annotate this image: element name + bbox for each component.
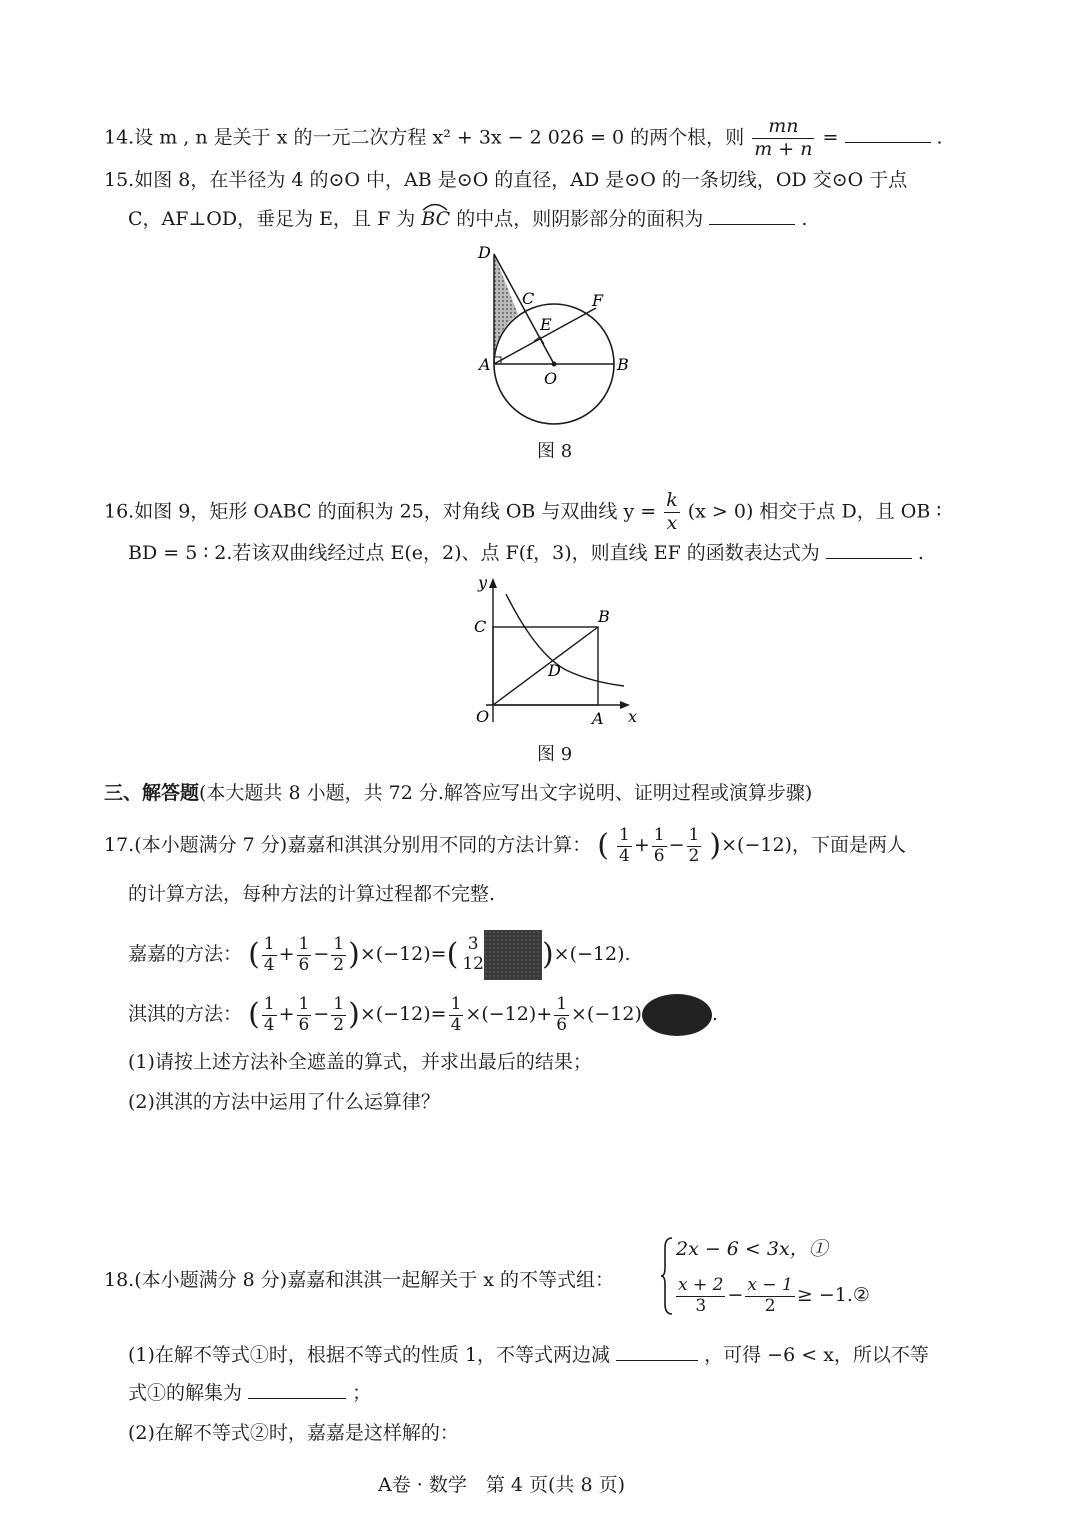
q16-line1 [104,490,941,535]
q18-sub1 [128,1346,929,1365]
section3-desc: (本大题共 8 小题，共 72 分.解答应写出文字说明、证明过程或演算步骤) [199,782,813,804]
minus: − [313,943,330,965]
den: 4 [263,954,275,975]
frac-1-4 [262,935,277,975]
q16-answer-blank[interactable] [826,558,912,559]
den: 6 [298,954,310,975]
q18-sub1d: ； [352,1382,372,1404]
q18-ineq2 [674,1276,870,1316]
den: 3 [695,1295,707,1316]
num: 1 [619,825,630,845]
den: 2 [764,1295,776,1316]
label-e: E [540,315,552,334]
ineq2-tail: ≥ −1.② [796,1284,870,1307]
label-b: B [598,607,610,626]
plus: + [633,834,650,857]
label-d: D [548,661,561,680]
frac-1-6 [652,826,667,866]
den: 2 [688,845,700,866]
q16-frac-num: k [666,489,678,511]
paren-close: ) [348,997,360,1032]
times: ×(−12) [359,943,431,965]
den: 2 [333,1014,345,1035]
q18-sub1b: ，可得 −6 < x，所以不等 [704,1344,929,1366]
q17-line2: 的计算方法，每种方法的计算过程都不完整. [128,883,496,905]
label-y: y [478,574,488,592]
frac-3-12 [460,935,486,974]
page-footer: A卷 · 数学 第 4 页(共 8 页) [378,1474,626,1496]
paren-close: ) [541,937,554,972]
q14-equals: = [822,126,839,149]
frac-1-2 [687,826,702,866]
plus: + [278,943,295,965]
q14-fraction [752,116,814,161]
section3-title: 三、解答题 [104,782,200,804]
q14-answer-blank[interactable] [845,142,931,143]
times: ×(−12) [359,1003,431,1025]
q15-line2 [128,210,807,229]
label-a: A [592,709,604,728]
q18-ineq1: 2x − 6 < 3x，① [676,1238,828,1260]
frac-1-4 [449,995,464,1035]
den: 4 [619,845,630,866]
covered-expression-ellipse [642,994,712,1036]
num: x + 2 [678,1275,724,1295]
frac-1-4 [262,995,277,1035]
q15-line1: 15.如图 8，在半径为 4 的⊙O 中，AB 是⊙O 的直径，AD 是⊙O 的一条切线，OD 交⊙O 于点 [104,169,908,191]
num: 1 [333,993,345,1014]
plus: + [278,1003,295,1025]
q15-arc-label: BC [421,208,451,230]
q17-qiqi: 淇淇的方法： ( $\frac{1}{4}$ + $\frac{1}{6}$ − $\frac{1}{2}$ )×(−12)= $\frac{1}{4}$ ×(−12)+ $\frac{1}{6}$ ×(−12) . [128,993,718,1035]
q17-intro-tail: ，下面是两人 [791,834,906,857]
jiajia-label: 嘉嘉的方法： [128,943,243,965]
section3-header [104,784,812,803]
num: x − 1 [747,1275,793,1295]
q16-line1a: 16.如图 9，矩形 OABC 的面积为 25，对角线 OB 与双曲线 y = [104,500,657,523]
qiqi-label: 淇淇的方法： [128,1003,243,1025]
label-o: O [476,707,490,726]
times: ×(−12) [571,1003,642,1025]
frac-1-4 [617,826,632,866]
covered-expression-rect [484,930,542,980]
figure-9 [466,574,646,734]
num: 1 [556,993,568,1014]
paren-open: ( [446,937,459,972]
minus: − [313,1003,330,1025]
q15-end: . [801,208,808,230]
label-x: x [628,707,638,726]
den: 4 [450,1014,462,1035]
den: 2 [333,954,345,975]
q15-answer-blank[interactable] [709,224,795,225]
q16-line2-text: BD = 5 ∶ 2.若该双曲线经过点 E(e，2)、点 F(f，3)，则直线 EF 的函数表达式为 [128,542,820,564]
num: 1 [263,993,275,1014]
frac-1-6 [554,995,569,1035]
label-d: D [478,243,491,262]
ineq2-frac1 [676,1276,725,1316]
figure-9-caption: 图 9 [537,744,573,765]
q14-line [104,116,943,161]
q15-line2a: C，AF⊥OD，垂足为 E，且 F 为 [128,208,416,230]
q17-sub2: (2)淇淇的方法中运用了什么运算律？ [128,1091,440,1113]
q17-line1 [104,826,906,866]
q18-intro: 18.(本小题满分 8 分)嘉嘉和淇淇一起解关于 x 的不等式组： [104,1269,615,1291]
q15-arc [421,210,450,229]
q16-frac-den: x [666,511,678,534]
num: 3 [467,934,479,955]
q18-sub1-cont [128,1384,371,1403]
num: 1 [333,933,345,954]
num: 1 [263,933,275,954]
den: 4 [263,1014,275,1035]
label-c: C [474,617,487,636]
diagonal-ob [493,627,598,705]
num: 1 [653,825,665,845]
q17-times: ×(−12) [721,834,792,857]
shaded-region [494,254,518,364]
label-a: A [479,355,491,374]
q14-frac-num: mn [752,116,814,139]
equals: = [430,1003,447,1025]
q17-jiajia: 嘉嘉的方法： ( $\frac{1}{4}$ + $\frac{1}{6}$ − $\frac{1}{2}$ )×(−12)=( 3 12 )×(−12). [128,930,631,980]
minus: − [668,834,685,857]
ineq2-frac2 [745,1276,794,1316]
arc-symbol [421,201,449,211]
axis-y-arrow [489,578,497,588]
q14-frac-den: m + n [754,137,813,160]
times: ×(−12) [465,1003,537,1025]
paren-open: ( [248,997,260,1032]
paren-close: ) [348,937,360,972]
q14-end: . [936,126,943,149]
paren-open: ( [597,828,609,864]
num: 1 [688,825,700,845]
times: ×(−12) [553,943,625,965]
num: 1 [298,993,310,1014]
frac-1-2 [331,995,346,1035]
den: 6 [298,1014,310,1035]
den: 6 [653,845,665,866]
q18-blank1[interactable] [616,1360,698,1361]
equals: = [430,943,447,965]
q18-sub1c: 式①的解集为 [128,1382,243,1404]
q15-line2b: 的中点，则阴影部分的面积为 [456,208,704,230]
frac-1-6 [297,935,312,975]
paren-open: ( [248,937,260,972]
den: 6 [556,1014,568,1035]
num: 1 [450,993,462,1014]
frac-1-6 [297,995,312,1035]
plus: + [536,1003,553,1025]
frac-1-2 [331,935,346,975]
brace [660,1236,674,1316]
q17-intro: 17.(本小题满分 7 分)嘉嘉和淇淇分别用不同的方法计算： [104,834,592,857]
label-o: O [544,369,558,388]
q16-fraction [664,490,680,535]
q16-end: . [917,542,924,564]
q18-sub2: (2)在解不等式②时，嘉嘉是这样解的： [128,1422,459,1444]
q17-sub1: (1)请按上述方法补全遮盖的算式，并求出最后的结果； [128,1051,592,1073]
label-c: C [522,289,535,308]
num: 1 [298,933,310,954]
q18-sub1a: (1)在解不等式①时，根据不等式的性质 1，不等式两边减 [128,1344,611,1366]
q14-text: 14.设 m , n 是关于 x 的一元二次方程 x² + 3x − 2 026 = 0 的两个根，则 [104,126,745,149]
point-o [552,362,557,367]
figure-8 [470,240,640,440]
q16-line1b: (x > 0) 相交于点 D，且 OB ∶ [687,500,942,523]
label-f: F [592,291,604,310]
label-b: B [617,355,629,374]
den: 12 [462,954,484,974]
q18-blank2[interactable] [248,1398,346,1399]
paren-close: ) [709,828,722,864]
minus: − [727,1284,744,1307]
figure-8-caption: 图 8 [537,441,573,462]
q16-line2 [128,544,924,563]
